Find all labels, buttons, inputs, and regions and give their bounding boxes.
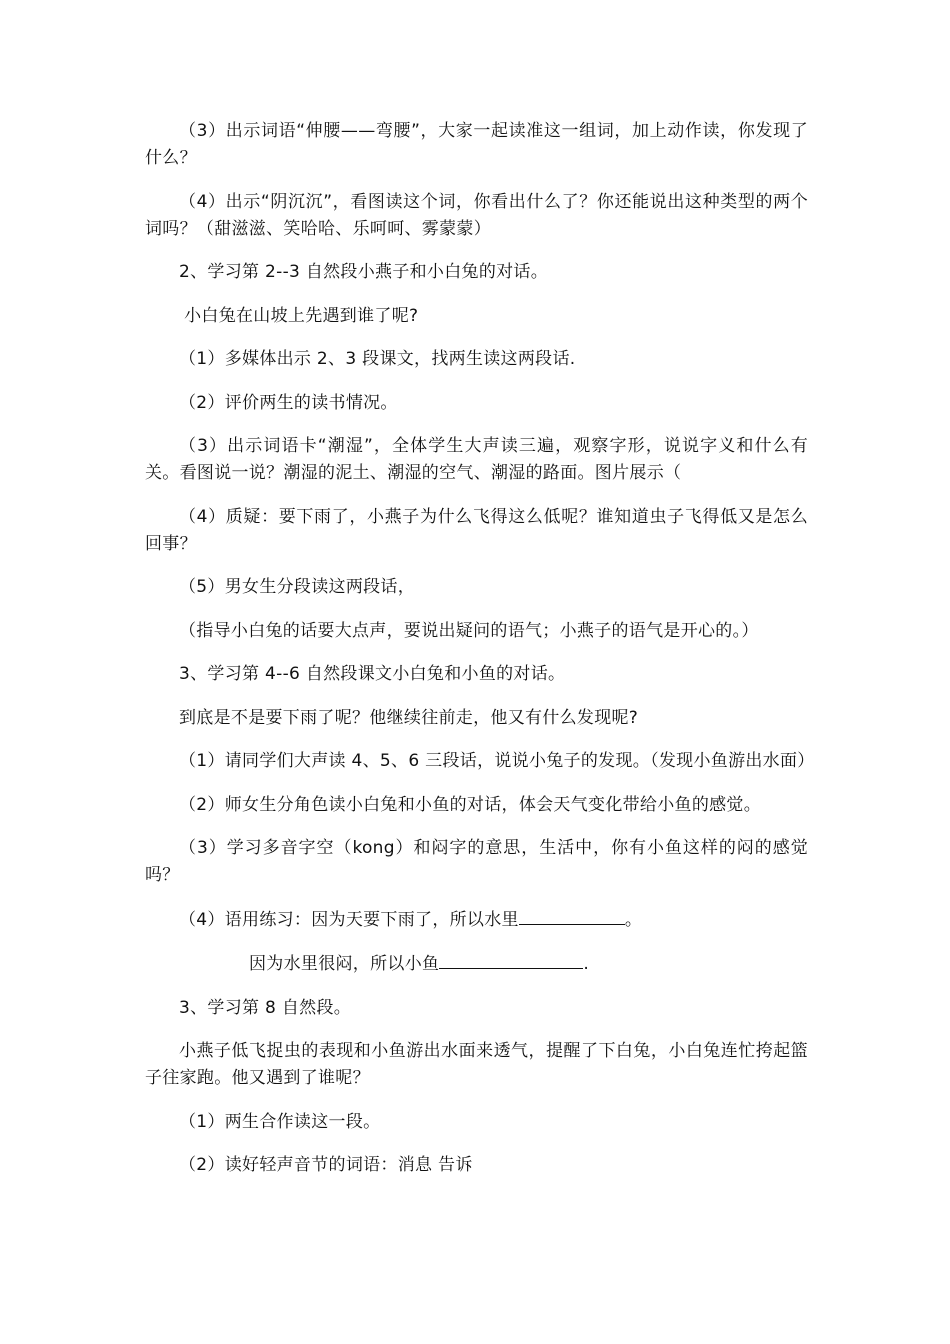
paragraph: （3）学习多音字空（kong）和闷字的意思，生活中，你有小鱼这样的闷的感觉吗？ <box>145 838 808 885</box>
paragraph: （4）质疑：要下雨了，小燕子为什么飞得这么低呢？谁知道虫子飞得低又是怎么回事？ <box>145 506 808 554</box>
paragraph: （1）请同学们大声读 4、5、6 三段话，说说小兔子的发现。（发现小鱼游出水面） <box>179 751 815 771</box>
section-heading: 3、学习第 8 自然段。 <box>179 997 352 1018</box>
exercise-text: 因为水里很闷，所以小鱼 <box>249 954 440 974</box>
paragraph: 小燕子低飞捉虫的表现和小鱼游出水面来透气，提醒了下白兔，小白兔连忙挎起篮子往家跑。他又遇到了谁呢？ <box>145 1041 808 1088</box>
exercise-punct: 。 <box>624 909 643 930</box>
fill-in-blank <box>439 950 583 969</box>
section-heading: 2、学习第 2--3 自然段小燕子和小白兔的对话。 <box>179 262 549 282</box>
paragraph: （5）男女生分段读这两段话， <box>179 577 416 597</box>
paragraph: （3）出示词语“伸腰——弯腰”，大家一起读准这一组词，加上动作读，你发现了什么？ <box>145 121 808 168</box>
paragraph: （指导小白兔的话要大点声，要说出疑问的语气；小燕子的语气是开心的。） <box>179 620 759 641</box>
paragraph: （4）出示“阴沉沉”，看图读这个词，你看出什么了？你还能说出这种类型的两个词吗？（甜滋滋、笑哈哈、乐呵呵、雾蒙蒙） <box>145 191 808 239</box>
exercise-line-1 <box>145 906 808 934</box>
paragraph: （2）师女生分角色读小白兔和小鱼的对话，体会天气变化带给小鱼的感觉。 <box>179 794 762 815</box>
exercise-text: （4）语用练习：因为天要下雨了，所以水里 <box>179 909 519 930</box>
section-heading: 3、学习第 4--6 自然段课文小白兔和小鱼的对话。 <box>179 664 566 684</box>
paragraph: 到底是不是要下雨了呢？他继续往前走，他又有什么发现呢? <box>179 707 639 728</box>
paragraph: （1）多媒体出示 2、3 段课文，找两生读这两段话. <box>179 349 576 369</box>
fill-in-blank <box>519 906 625 925</box>
paragraph: （1）两生合作读这一段。 <box>179 1111 381 1132</box>
paragraph: 小白兔在山坡上先遇到谁了呢? <box>184 305 419 326</box>
paragraph: （2）评价两生的读书情况。 <box>179 392 398 413</box>
paragraph: （2）读好轻声音节的词语：消息 告诉 <box>179 1155 473 1175</box>
paragraph: （3）出示词语卡“潮湿”，全体学生大声读三遍，观察字形，说说字义和什么有关。看图说一说？潮湿的泥土、潮湿的空气、潮湿的路面。图片展示（ <box>145 436 808 483</box>
exercise-line-2 <box>145 950 808 978</box>
exercise-punct: . <box>583 954 590 974</box>
